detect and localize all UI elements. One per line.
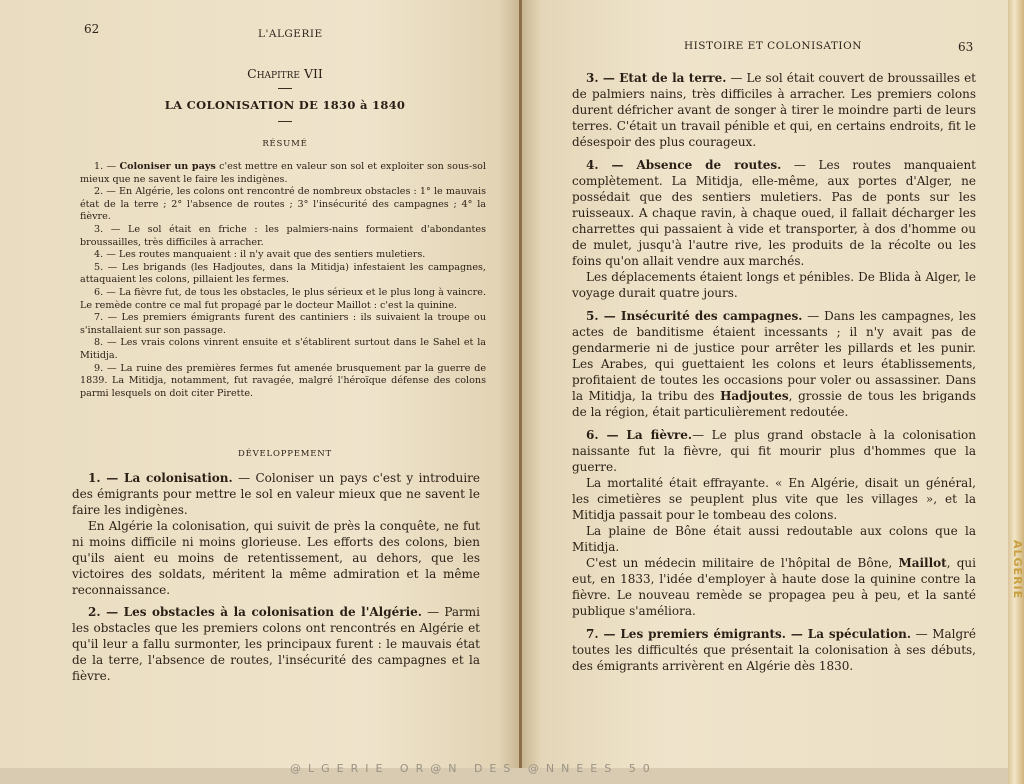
summary-heading: RÉSUMÉ <box>262 139 308 149</box>
development-text <box>72 470 480 684</box>
edge-watermark: ALGERIE <box>1011 540 1024 600</box>
section-title: 2. — Les obstacles à la colonisation de l'Algérie. <box>88 605 422 619</box>
section-paragraph: La plaine de Bône était aussi redoutable aux colons que la Mitidja. <box>572 524 976 554</box>
section-paragraph: 3. — Etat de la terre. — Le sol était couvert de broussailles et de palmiers nains, très difficiles à arracher. Les premiers colons durent défricher avant de songer à tirer le moindre parti de leurs terres. C'était un travail pénible et qui, en certains endroits, fit le désespoir des plus courageux. <box>572 71 976 149</box>
section-title: 5. — Insécurité des campagnes. <box>586 309 803 323</box>
section-paragraph: 5. — Insécurité des campagnes. — Dans les campagnes, les actes de banditisme étaient incessants ; il n'y avait pas de gendarmerie ni de justice pour arrêter les pillards et les punir. Les Arabes, qui guettaient les colons et leurs établissements, profitaient de toutes les occasions pour voler ou assassiner. Dans la Mitidja, la tribu des Hadjoutes, grossie de tous les brigands de la région, était particulièrement redoutée. <box>572 309 976 419</box>
section-title: 4. — Absence de routes. <box>586 158 782 172</box>
chapter-label: Chapitre VII <box>247 66 323 81</box>
summary-item: 4. — Les routes manquaient : il n'y avait que des sentiers muletiers. <box>94 249 426 261</box>
development-heading: DÉVELOPPEMENT <box>237 449 333 459</box>
section-title: 3. — Etat de la terre. <box>586 71 727 85</box>
summary-item: 5. — Les brigands (les Hadjoutes, dans la Mitidja) infestaient les campagnes, attaquaient les colons, pillaient les fermes. <box>80 261 486 286</box>
right-running-head: HISTOIRE ET COLONISATION <box>684 40 862 52</box>
section-paragraph: 4. — Absence de routes. — Les routes manquaient complètement. La Mitidja, elle-même, aux portes d'Alger, ne possédait que des sentiers muletiers. Pas de ponts sur les ruisseaux. A chaque ravin, à chaque oued, il fallait décharger les charrettes qui passaient à vide et transporter, à dos d'homme ou de mulet, jusqu'à l'autre rive, les produits de la récolte ou les foins qu'on allait vendre aux marchés. <box>572 158 977 268</box>
section-title: 6. — La fièvre. <box>586 428 693 442</box>
left-page-number: 62 <box>84 22 100 36</box>
section-title: 7. — Les premiers émigrants. — La spéculation. <box>586 627 912 641</box>
section-paragraph: 7. — Les premiers émigrants. — La spéculation. — Malgré toutes les difficultés que présentait la colonisation à ses débuts, des émigrants arrivèrent en Algérie dès 1830. <box>572 627 976 673</box>
summary-item: 3. — Le sol était en friche : les palmiers-nains formaient d'abondantes broussailles, très difficiles à arracher. <box>80 223 487 248</box>
section-paragraph: En Algérie la colonisation, qui suivit de près la conquête, ne fut ni moins difficile ni moins glorieuse. Les efforts des colons, bien qu'ils aient eu moins de retentissement, au dehors, que les victoires des soldats, méritent la même admiration et la même reconnaissance. <box>72 519 480 597</box>
summary-item: 6. — La fièvre fut, de tous les obstacles, le plus sérieux et le plus long à vaincre. Le remède contre ce mal fut propagé par le docteur Maillot : c'est la quinine. <box>80 286 486 311</box>
left-running-head: L'ALGERIE <box>258 28 323 40</box>
summary-item: 1. — Coloniser un pays c'est mettre en valeur son sol et exploiter son sous-sol mieux que ne savent le faire les indigènes. <box>80 161 486 185</box>
summary-item: 2. — En Algérie, les colons ont rencontré de nombreux obstacles : 1° le mauvais état de la terre ; 2° l'absence de routes ; 3° l'insécurité des campagnes ; 4° la fièvre. <box>80 186 486 223</box>
section-paragraph: La mortalité était effrayante. « En Algérie, disait un général, les cimetières se peuplent plus vite que les villages », et la Mitidja passait pour le tombeau des colons. <box>572 476 976 522</box>
chapter-title: LA COLONISATION DE 1830 à 1840 <box>164 98 406 112</box>
section-paragraph: 2. — Les obstacles à la colonisation de l'Algérie. — Parmi les obstacles que les premiers colons ont rencontrés en Algérie et qu'il leur a fallu surmonter, les principaux furent : le mauvais état de la terre, l'absence de routes, l'insécurité des campagnes et la fièvre. <box>72 605 480 683</box>
section-paragraph: Les déplacements étaient longs et pénibles. De Blida à Alger, le voyage durait quatre jours. <box>572 270 976 300</box>
summary-item: 9. — La ruine des premières fermes fut amenée brusquement par la guerre de 1839. La Mitidja, notamment, fut ravagée, malgré l'héroïque défense des colons parmi lesquels on doit citer Pirette. <box>80 362 487 399</box>
divider <box>278 121 292 122</box>
divider <box>278 88 292 89</box>
section-paragraph: 1. — La colonisation. — Coloniser un pays c'est y introduire des émigrants pour mettre le sol en valeur mieux que ne savent le faire les indigènes. <box>72 471 481 517</box>
right-page-text <box>572 70 976 674</box>
summary-item: 8. — Les vrais colons vinrent ensuite et s'établirent surtout dans le Sahel et la Mitidja. <box>80 337 486 361</box>
section-paragraph: C'est un médecin militaire de l'hôpital de Bône, Maillot, qui eut, en 1833, l'idée d'employer à haute dose la quinine contre la fièvre. Le nouveau remède se propagea peu à peu, et la santé publique s'améliora. <box>572 556 976 618</box>
summary-list <box>80 161 486 400</box>
right-page-number: 63 <box>958 40 974 54</box>
section-title: 1. — La colonisation. <box>88 471 233 485</box>
summary-item: 7. — Les premiers émigrants furent des cantiniers : ils suivaient la troupe ou s'installaient sur son passage. <box>80 312 487 336</box>
watermark-text: @LGERIE OR@N DES @NNEES 50 <box>290 762 657 775</box>
section-paragraph: 6. — La fièvre.— Le plus grand obstacle à la colonisation naissante fut la fièvre, qui fit mourir plus d'hommes que la guerre. <box>572 428 976 474</box>
